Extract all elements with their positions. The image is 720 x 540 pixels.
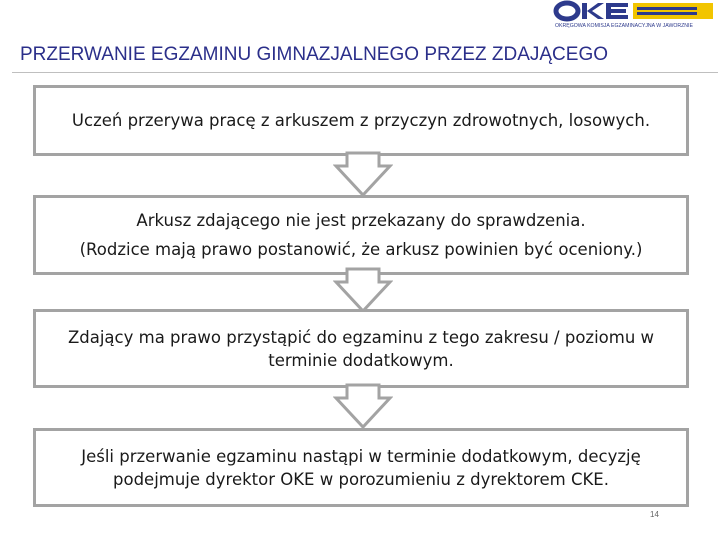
flow-step-4-line-1: Jeśli przerwanie egzaminu nastąpi w terminie dodatkowym, decyzję xyxy=(81,446,641,466)
flow-step-3 xyxy=(33,309,689,388)
flow-step-1-line-1: Uczeń przerywa pracę z arkuszem z przyczyn zdrowotnych, losowych. xyxy=(71,111,651,130)
flow-step-3-line-1: Zdający ma prawo przystąpić do egzaminu z tego zakresu / poziomu w xyxy=(67,327,655,347)
oke-logo-subtitle: OKRĘGOWA KOMISJA EGZAMINACYJNA W JAWORZNIE xyxy=(555,23,693,29)
flow-step-2 xyxy=(33,195,689,275)
arrow-down-icon xyxy=(333,150,393,198)
flow-step-2-line-1: Arkusz zdającego nie jest przekazany do sprawdzenia. xyxy=(136,211,586,230)
flow-step-2-line-2: (Rodzice mają prawo postanowić, że arkusz powinien być oceniony.) xyxy=(79,240,643,259)
flow-step-3-line-2: terminie dodatkowym. xyxy=(268,350,454,370)
page-number: 14 xyxy=(650,510,659,519)
page-title: PRZERWANIE EGZAMINU GIMNAZJALNEGO PRZEZ ZDAJĄCEGO xyxy=(20,44,608,65)
flow-step-4-line-2: podejmuje dyrektor OKE w porozumieniu z dyrektorem CKE. xyxy=(113,469,609,489)
title-divider xyxy=(12,72,718,73)
oke-logo-mark xyxy=(556,3,713,19)
arrow-down-icon xyxy=(333,382,393,430)
flow-step-1 xyxy=(33,85,689,156)
flow-step-4 xyxy=(33,428,689,507)
arrow-down-icon xyxy=(333,266,393,314)
oke-logo xyxy=(553,0,713,30)
